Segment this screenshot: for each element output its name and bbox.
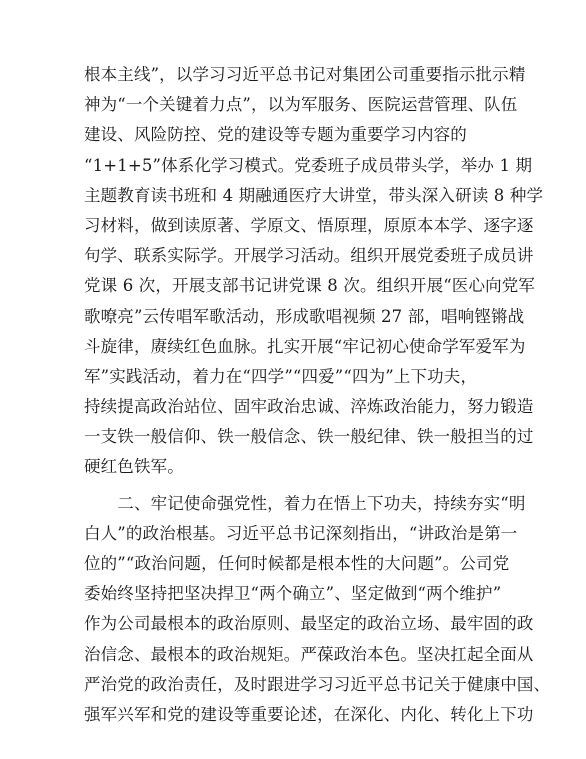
text-line: 持续提高政治站位、固牢政治忠诚、淬炼政治能力，努力锻造: [84, 397, 534, 417]
text-line: 白人”的政治根基。习近平总书记深刻指出，“讲政治是第一: [84, 523, 518, 543]
text-line: “1+1+5”体系化学习模式。党委班子成员带头学，举办 1 期: [84, 155, 533, 175]
text-line: 党课 6 次，开展支部书记讲党课 8 次。组织开展“医心向党军: [84, 276, 536, 296]
text-line: 歌嘹亮”云传唱军歌活动，形成歌唱视频 27 部，唱响铿锵战: [84, 306, 525, 326]
text-line: 军”实践活动，着力在“四学”“四爱”“四为”上下功夫，: [84, 366, 478, 386]
paragraph-2: [84, 489, 551, 731]
text-line: 硬红色铁军。: [84, 457, 184, 477]
document-body: [84, 60, 551, 730]
text-line: 强军兴军和党的建设等重要论述，在深化、内化、转化上下功: [84, 704, 534, 724]
text-line: 一支铁一般信仰、铁一般信念、铁一般纪律、铁一般担当的过: [84, 427, 534, 447]
text-line: 治信念、最根本的政治规矩。严葆政治本色。坚决扛起全面从: [84, 644, 534, 664]
text-line: 作为公司最根本的政治原则、最坚定的政治立场、最牢固的政: [84, 614, 534, 634]
text-line: 主题教育读书班和 4 期融通医疗大讲堂，带头深入研读 8 种学: [84, 185, 544, 205]
text-line: 严治党的政治责任，及时跟进学习习近平总书记关于健康中国、: [84, 674, 551, 694]
text-line: 神为“一个关键着力点”，以为军服务、医院运营管理、队伍: [84, 95, 518, 115]
text-line: 建设、风险防控、党的建设等专题为重要学习内容的: [84, 125, 467, 145]
text-line: 位的”“政治问题，任何时候都是根本性的大问题”。公司党: [84, 554, 510, 573]
text-line: 二、牢记使命强党性，着力在悟上下功夫，持续夯实“明: [84, 493, 526, 513]
text-line: 根本主线”，以学习习近平总书记对集团公司重要指示批示精: [84, 65, 526, 84]
text-line: 委始终坚持把坚决捍卫“两个确立”、坚定做到“两个维护”: [84, 584, 502, 604]
paragraph-1: [84, 60, 544, 483]
text-line: 句学、联系实际学。开展学习活动。组织开展党委班子成员讲: [84, 246, 534, 266]
text-line: 习材料，做到读原著、学原文、悟原理，原原本本学、逐字逐: [84, 215, 534, 235]
text-line: 斗旋律，赓续红色血脉。扎实开展“牢记初心使命学军爱军为: [84, 336, 526, 356]
